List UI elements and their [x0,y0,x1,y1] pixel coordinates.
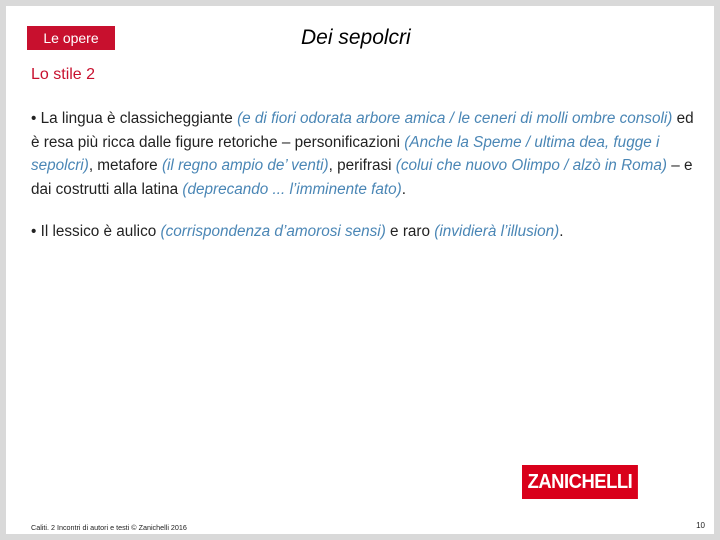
body-text: , perifrasi [328,157,396,174]
body-text: . [401,180,406,198]
section-tag: Le opere [27,26,115,50]
body-text: • Il lessico è aulico [31,223,161,240]
slide-subtitle: Lo stile 2 [31,66,96,83]
body-text: e raro [385,223,435,240]
quotation-text: (e di fiori odorata arbore amica / le ceneri di molli ombre consoli) [237,110,673,127]
page-number: 10 [696,521,705,530]
quotation-text: (colui che nuovo Olimpo / alzò in Roma) [395,157,667,174]
zanichelli-logo: ZANICHELLI [522,465,638,499]
footer-credits: Caliti. 2 Incontri di autori e testi © Zanichelli 2016 [31,523,187,532]
slide-body [31,107,703,263]
body-text: • La lingua è classicheggiante [31,110,238,127]
paragraph [31,220,703,244]
quotation-text: (invidierà l’illusion) [434,223,560,240]
body-text: – e dai costrutti alla latina [31,157,693,198]
quotation-text: (deprecando ... l’imminente fato) [182,180,402,198]
body-text: ed è resa più ricca dalle figure retoriche – personificazioni [31,110,694,151]
quotation-text: (Anche la Speme / ultima dea, fugge i sepolcri) [31,133,660,174]
slide-title: Dei sepolcri [301,26,411,49]
body-text: , metafore [88,157,162,174]
paragraph [31,107,703,201]
quotation-text: (corrispondenza d’amorosi sensi) [160,223,386,240]
slide [6,6,714,534]
quotation-text: (il regno ampio de’ venti) [161,157,329,174]
body-text: . [559,223,564,240]
